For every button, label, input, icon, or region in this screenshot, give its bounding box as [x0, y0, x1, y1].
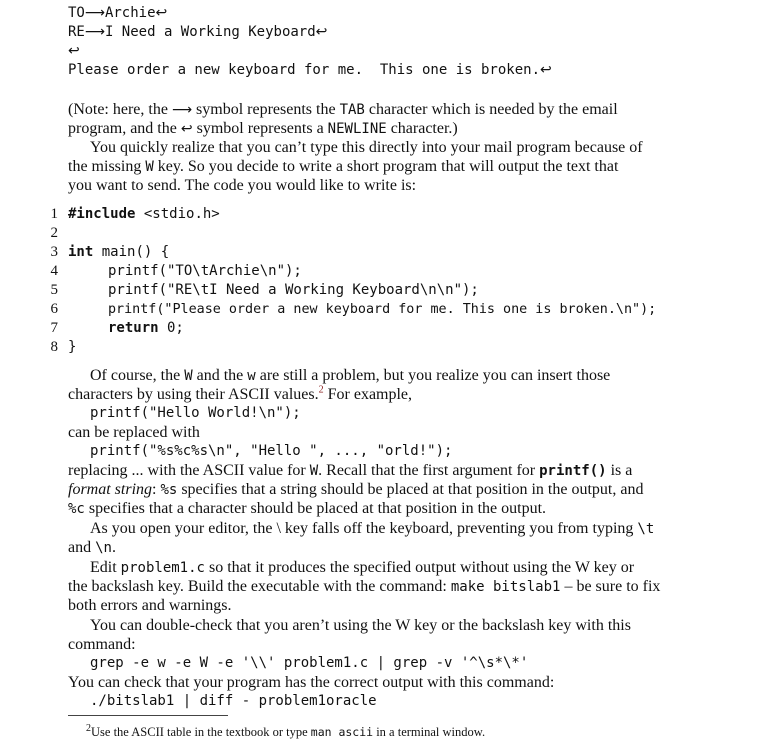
code-line-close: }	[68, 339, 77, 355]
code-line-printf-3: printf("Please order a new keyboard for me. This one is broken.\n");	[108, 302, 657, 317]
email-to-line	[68, 4, 167, 23]
code-line-include: #include <stdio.h>	[68, 206, 220, 222]
tab-word: TAB	[339, 102, 365, 118]
hello-world-code: printf("Hello World!\n");	[90, 405, 301, 421]
tab-arrow-icon: ⟶	[171, 102, 193, 118]
email-re-line	[68, 23, 327, 42]
para2-line-4: replacing ... with the ASCII value for W. Recall that the first argument for printf() is a	[68, 462, 633, 479]
code-line-printf-1: printf("TO\tArchie\n");	[108, 263, 302, 279]
para5-line-1: You can double-check that you aren’t using the W key or the backslash key with this	[90, 617, 631, 634]
para3-line-2: and \n.	[68, 539, 116, 556]
newline-arrow-icon: ↩	[155, 5, 168, 21]
newline-arrow-icon: ↩	[315, 24, 328, 40]
line-number: 1	[50, 206, 58, 222]
line-number: 3	[50, 244, 58, 260]
tab-arrow-icon: ⟶	[84, 24, 105, 40]
para5-line-3: You can check that your program has the correct output with this command:	[68, 674, 555, 691]
line-number: 2	[50, 225, 58, 241]
code-line-return: return 0;	[108, 320, 184, 336]
newline-word: NEWLINE	[327, 121, 387, 137]
para2-line-3: can be replaced with	[68, 424, 200, 441]
re-value: I Need a Working Keyboard	[104, 24, 316, 40]
newline-arrow-icon: ↩	[68, 43, 80, 59]
para2-line-2: characters by using their ASCII values.$^2$ For example,	[68, 384, 413, 403]
format-code: printf("%s%c%s\n", "Hello ", ..., "orld!");	[90, 443, 453, 459]
footnote-rule	[68, 715, 228, 716]
code-line-printf-2: printf("RE\tI Need a Working Keyboard\n\n");	[108, 282, 479, 298]
footnote: $^2$Use the ASCII table in the textbook or type man ascii in a terminal window.	[86, 722, 486, 739]
line-number: 6	[50, 301, 58, 317]
footnote-mark: 2	[318, 384, 324, 396]
line-number: 4	[50, 263, 58, 279]
grep-command: grep -e w -e W -e '\\' problem1.c | grep -v '^\s*\*'	[90, 655, 529, 671]
note-line-1: (Note: here, the ⟶ symbol represents the TAB character which is needed by the email	[68, 101, 618, 118]
email-body-line	[68, 61, 552, 80]
line-number: 5	[50, 282, 58, 298]
intro-line-1: You quickly realize that you can’t type this directly into your mail program because of	[90, 139, 643, 156]
para4-line-1: Edit problem1.c so that it produces the specified output without using the W key or	[90, 559, 635, 576]
intro-line-2: the missing W key. So you decide to write a short program that will output the text that	[68, 158, 619, 175]
to-value: Archie	[104, 5, 156, 21]
man-ascii-command: man ascii	[310, 725, 374, 739]
re-label: RE	[68, 24, 85, 40]
email-blank-line	[68, 42, 80, 61]
email-body-text: Please order a new keyboard for me. This one is broken.	[68, 62, 541, 78]
footnote-number: 2	[86, 722, 91, 734]
para2-line-6: %c specifies that a character should be placed at that position in the output.	[68, 500, 547, 517]
para4-line-3: both errors and warnings.	[68, 597, 232, 614]
tab-arrow-icon: ⟶	[84, 5, 105, 21]
newline-arrow-icon: ↩	[180, 121, 193, 137]
para3-line-1: As you open your editor, the \ key falls off the keyboard, preventing you from typing \t	[90, 520, 655, 537]
w-key-text: W	[145, 159, 154, 175]
para2-line-1: Of course, the W and the w are still a problem, but you realize you can insert those	[90, 367, 611, 384]
note-line-2: program, and the ↩ symbol represents a NEWLINE character.)	[68, 120, 458, 137]
para4-line-2: the backslash key. Build the executable with the command: make bitslab1 – be sure to fix	[68, 578, 661, 595]
code-line-main: int main() {	[68, 244, 170, 260]
para2-line-5: format string: %s specifies that a string should be placed at that position in the output, and	[68, 481, 644, 498]
line-number: 8	[50, 339, 58, 355]
para5-line-2: command:	[68, 636, 136, 653]
to-label: TO	[68, 5, 85, 21]
intro-line-3: you want to send. The code you would like to write is:	[68, 177, 417, 194]
line-number: 7	[50, 320, 58, 336]
diff-command: ./bitslab1 | diff - problem1oracle	[90, 693, 377, 709]
newline-arrow-icon: ↩	[540, 62, 552, 78]
